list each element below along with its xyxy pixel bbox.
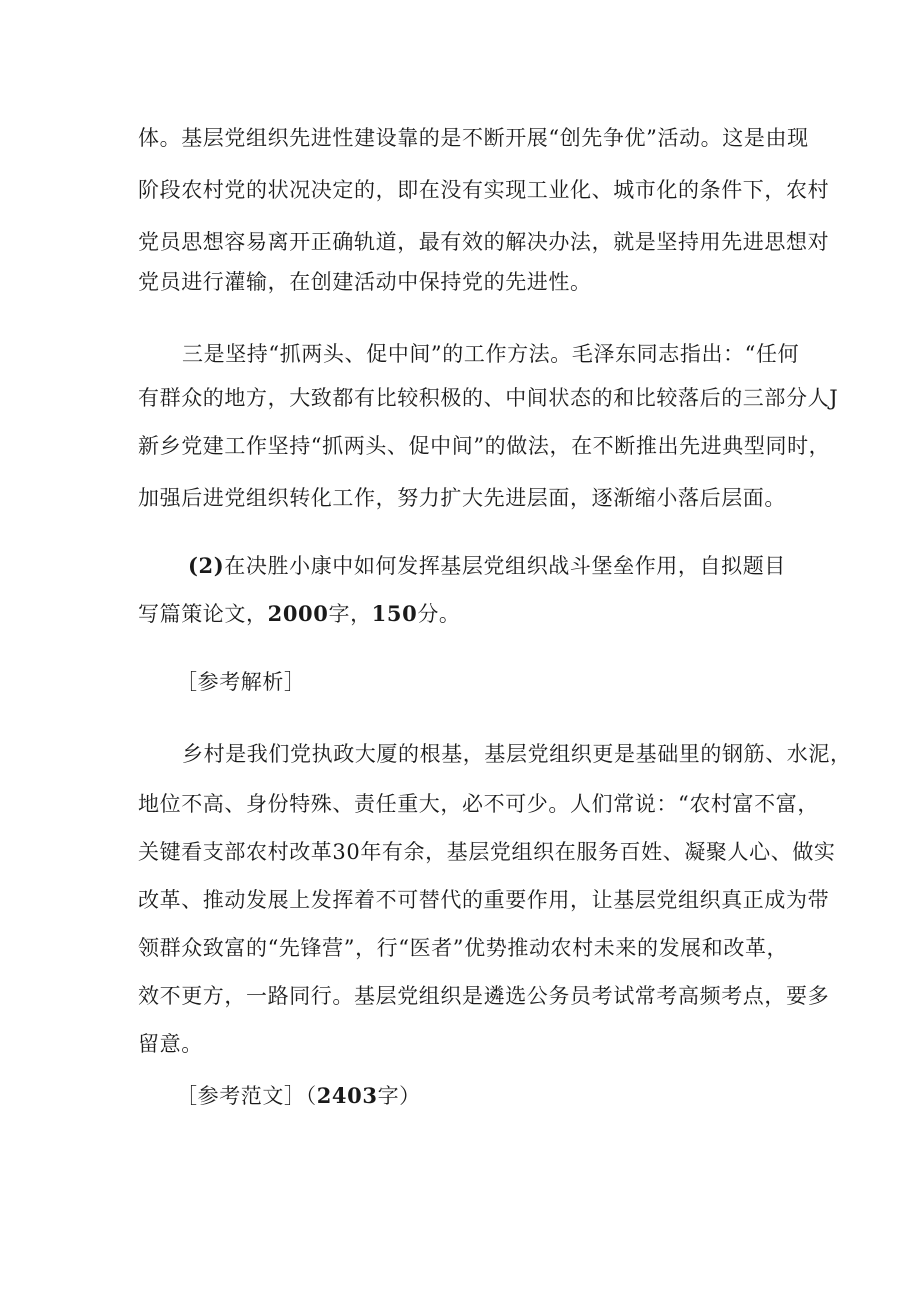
question-text: 在决胜小康中如何发挥基层党组织战斗堡垒作用，自拟题目	[224, 554, 786, 578]
paragraph-1-line-4: 党员进行灌输，在创建活动中保持党的先进性。	[138, 270, 592, 294]
paragraph-1-line-3: 党员思想容易离开正确轨道，最有效的解决办法，就是坚持用先进思想对	[138, 230, 830, 254]
paragraph-1-line-1: 体。基层党组织先进性建设靠的是不断开展“创先争优”活动。这是由现	[138, 126, 809, 150]
word-count: 2000	[267, 601, 329, 626]
question-text-2b: 字，	[328, 602, 372, 626]
question-line-1	[188, 552, 786, 580]
essay-heading-suffix: 字）	[377, 1084, 421, 1108]
paragraph-2-line-1: 三是坚持“抓两头、促中间”的工作方法。毛泽东同志指出：“任何	[182, 342, 800, 366]
analysis-line-2: 地位不高、身份特殊、责任重大，必不可少。人们常说：“农村富不富，	[138, 792, 819, 816]
question-number: (2)	[188, 553, 225, 578]
essay-heading-label: ［参考范文］（	[176, 1084, 317, 1108]
analysis-line-7: 留意。	[138, 1032, 203, 1056]
score: 150	[371, 601, 418, 626]
paragraph-2-line-4: 加强后进党组织转化工作，努力扩大先进层面，逐渐缩小落后层面。	[138, 486, 786, 510]
analysis-line-6: 效不更方，一路同行。基层党组织是遴选公务员考试常考高频考点，要多	[138, 984, 830, 1008]
question-text-2c: 分。	[417, 602, 461, 626]
analysis-line-4: 改革、推动发展上发挥着不可替代的重要作用，让基层党组织真正成为带	[138, 888, 830, 912]
analysis-line-1: 乡村是我们党执政大厦的根基，基层党组织更是基础里的钢筋、水泥，	[182, 742, 852, 766]
paragraph-2-line-2: 有群众的地方，大致都有比较积极的、中间状态的和比较落后的三部分人J	[138, 386, 839, 410]
question-text-2a: 写篇策论文，	[138, 602, 268, 626]
paragraph-1-line-2: 阶段农村党的状况决定的，即在没有实现工业化、城市化的条件下，农村	[138, 178, 830, 202]
analysis-line-3: 关键看支部农村改革30年有余，基层党组织在服务百姓、凝聚人心、做实	[138, 840, 836, 864]
analysis-line-5: 领群众致富的“先锋营”，行“医者”优势推动农村未来的发展和改革，	[138, 936, 789, 960]
essay-word-count: 2403	[316, 1083, 378, 1108]
essay-heading	[176, 1082, 421, 1110]
question-line-2	[138, 600, 461, 628]
paragraph-2-line-3: 新乡党建工作坚持“抓两头、促中间”的做法，在不断推出先进典型同时，	[138, 434, 831, 458]
analysis-heading: ［参考解析］	[176, 670, 306, 694]
